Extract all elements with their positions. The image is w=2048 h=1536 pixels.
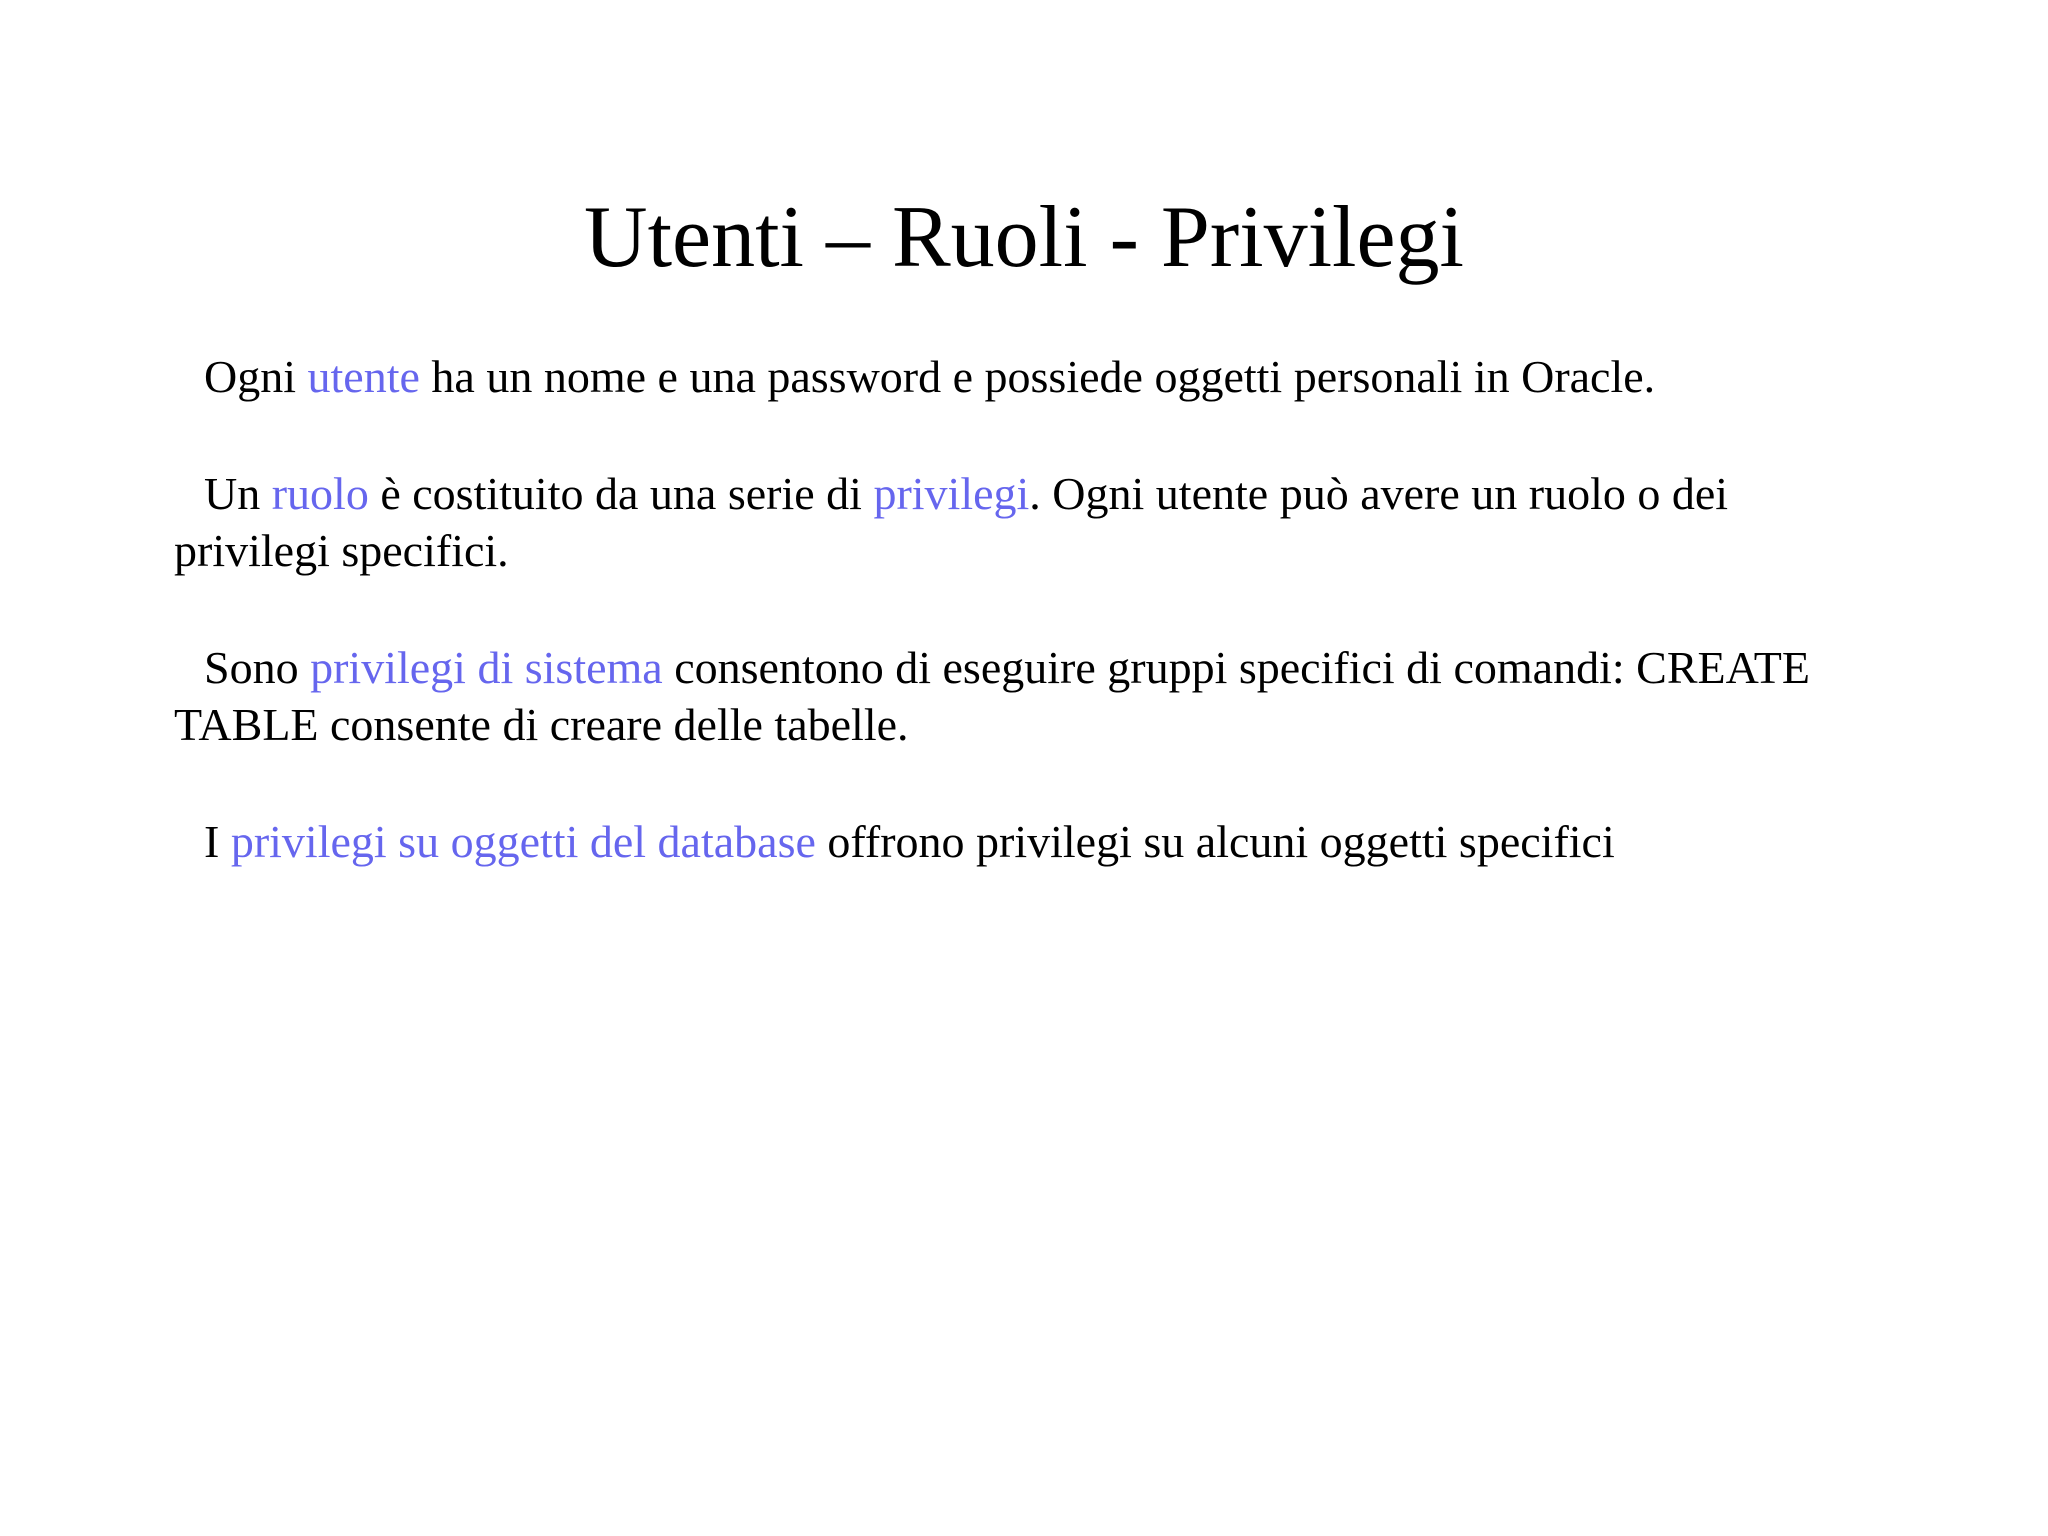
- paragraph-text: I: [204, 816, 231, 867]
- paragraph-text: offrono privilegi su alcuni oggetti specifici: [815, 816, 1615, 867]
- keyword-utente: utente: [307, 351, 420, 402]
- paragraph-text: . Ogni utente può avere un ruolo o dei privilegi specifici.: [174, 468, 1729, 576]
- paragraph-privilegi-sistema: [174, 639, 1874, 753]
- keyword-ruolo: ruolo: [271, 468, 369, 519]
- paragraph-text: Ogni: [204, 351, 308, 402]
- paragraph-text: Un: [204, 468, 272, 519]
- slide-body: [174, 348, 1874, 930]
- keyword-privilegi-di-sistema: privilegi di sistema: [310, 642, 663, 693]
- paragraph-text: ha un nome e una password e possiede oggetti personali in Oracle.: [419, 351, 1656, 402]
- paragraph-utente: [174, 348, 1874, 405]
- paragraph-privilegi-oggetti: [174, 813, 1874, 870]
- keyword-privilegi-su-oggetti: privilegi su oggetti del database: [230, 816, 816, 867]
- paragraph-text: consentono di eseguire gruppi specifici di comandi: CREATE TABLE consente di creare delle tabelle.: [174, 642, 1810, 750]
- paragraph-text: Sono: [204, 642, 311, 693]
- slide-title: Utenti – Ruoli - Privilegi: [584, 189, 1464, 286]
- keyword-privilegi: privilegi: [873, 468, 1030, 519]
- paragraph-ruolo: [174, 465, 1874, 579]
- paragraph-text: è costituito da una serie di: [368, 468, 874, 519]
